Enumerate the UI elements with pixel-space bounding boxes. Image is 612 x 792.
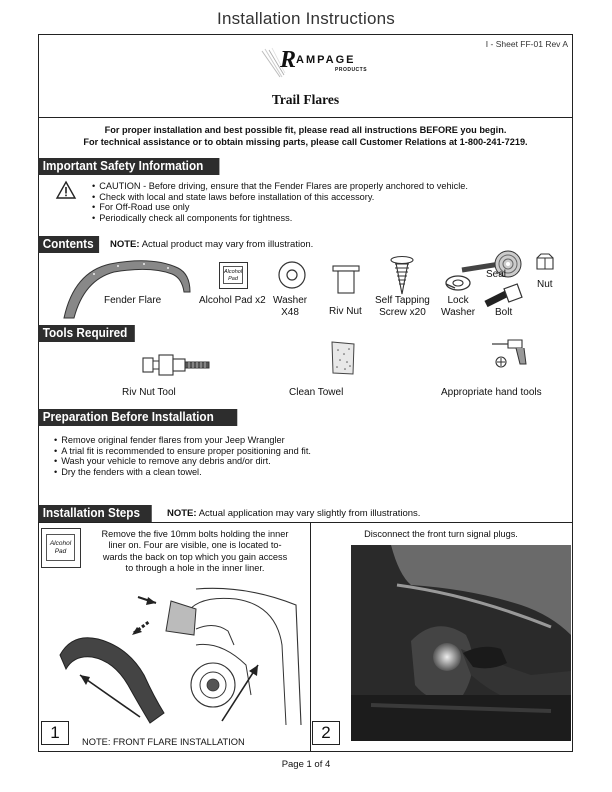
list-item: • Dry the fenders with a clean towel. <box>54 467 311 478</box>
step1-caption: NOTE: FRONT FLARE INSTALLATION <box>82 737 245 747</box>
step-number: 2 <box>312 721 340 745</box>
list-item: • Wash your vehicle to remove any debris and/or dirt. <box>54 456 311 467</box>
alcohol-pad-inner <box>46 534 75 561</box>
logo-initial: R <box>280 47 297 73</box>
bolt-label: Bolt <box>495 307 513 318</box>
step1-text <box>84 529 306 574</box>
seal-label: Seal <box>486 269 507 280</box>
step2-text: Disconnect the front turn signal plugs. <box>364 529 518 539</box>
label-line: Washer <box>273 295 308 306</box>
intro-line: For technical assistance or to obtain missing parts, please call Customer Relations at 1-800-241-7219. <box>83 137 528 147</box>
label-line: Self Tapping <box>375 295 430 306</box>
tool-label: Riv Nut Tool <box>122 387 176 398</box>
list-item: • Check with local and state laws before installation of this accessory. <box>92 192 468 203</box>
alcohol-pad-inner <box>223 266 243 284</box>
step-line: wards the back on top which you gain access <box>102 551 288 562</box>
step2-photo <box>351 545 571 741</box>
install-heading: Installation Steps <box>38 505 152 522</box>
safety-heading: Important Safety Information <box>38 158 219 175</box>
alcohol-pad-illustration <box>219 262 248 289</box>
note-text: Actual application may vary slightly from illustrations. <box>198 508 421 519</box>
list-item: • Periodically check all components for tightness. <box>92 213 468 224</box>
alcohol-pad-label: Alcohol Pad x2 <box>199 295 266 306</box>
label-line: Lock <box>447 295 469 306</box>
list-item: • A trial fit is recommended to ensure proper positioning and fit. <box>54 446 311 457</box>
label-line: Screw x20 <box>379 306 426 318</box>
divider <box>38 522 573 523</box>
tool-label: Appropriate hand tools <box>441 387 542 398</box>
page-footer: Page 1 of 4 <box>281 759 331 770</box>
pad-text: Alcohol <box>49 540 72 547</box>
intro-line: For proper installation and best possible fit, please read all instructions BEFORE you begin. <box>104 125 507 135</box>
list-item: • Remove original fender flares from your Jeep Wrangler <box>54 435 311 446</box>
note-label: NOTE: <box>110 239 140 250</box>
label-line: Washer <box>441 306 476 318</box>
alcohol-pad-reminder <box>41 528 81 568</box>
fender-flare-illustration <box>60 252 200 322</box>
lock-washer-label <box>441 295 475 318</box>
step-line: Remove the five 10mm bolts holding the inner <box>101 529 289 539</box>
label-line: X48 <box>281 306 299 318</box>
list-item: • CAUTION - Before driving, ensure that the Fender Flares are properly anchored to vehicle. <box>92 181 468 192</box>
step-divider <box>310 522 311 752</box>
screw-label <box>375 295 430 318</box>
step1-illustration <box>46 585 306 735</box>
contents-heading: Contents <box>38 236 99 253</box>
logo-sub: PRODUCTS <box>335 67 368 73</box>
hand-tools-icon <box>490 336 540 376</box>
pad-text: Alcohol <box>224 269 243 275</box>
divider <box>38 117 573 118</box>
intro-text <box>38 124 573 148</box>
sheet-id: I - Sheet FF-01 Rev A <box>485 39 568 49</box>
riv-nut-tool-icon <box>143 350 213 380</box>
step-number: 1 <box>41 721 69 745</box>
safety-list <box>92 181 468 223</box>
pad-text: Pad <box>54 548 67 555</box>
step-line: to through a hole in the inner liner. <box>125 562 265 573</box>
riv-nut-icon <box>333 266 359 296</box>
washer-label <box>273 295 307 318</box>
product-title: Trail Flares <box>271 92 340 107</box>
logo-brand: AMPAGE <box>296 54 356 66</box>
note-label: NOTE: <box>167 508 197 519</box>
fender-flare-label: Fender Flare <box>104 295 162 306</box>
tool-label: Clean Towel <box>289 387 344 398</box>
clean-towel-icon <box>330 340 356 376</box>
nut-label: Nut <box>537 279 553 290</box>
preparation-list <box>54 435 311 477</box>
list-item: • For Off-Road use only <box>92 202 468 213</box>
warning-icon <box>56 181 76 199</box>
contents-note <box>110 239 313 250</box>
washer-icon <box>277 260 307 290</box>
nut-icon <box>534 252 556 272</box>
pad-text: Pad <box>228 276 238 282</box>
brand-logo <box>262 47 372 81</box>
tools-heading: Tools Required <box>38 325 135 342</box>
preparation-heading: Preparation Before Installation <box>38 409 237 426</box>
riv-nut-label: Riv Nut <box>329 306 362 317</box>
install-note <box>167 508 420 519</box>
screw-icon <box>390 256 414 296</box>
step-line: liner on. Four are visible, one is located to- <box>108 540 282 551</box>
page-title: Installation Instructions <box>217 9 395 28</box>
note-text: Actual product may vary from illustration. <box>141 239 314 250</box>
